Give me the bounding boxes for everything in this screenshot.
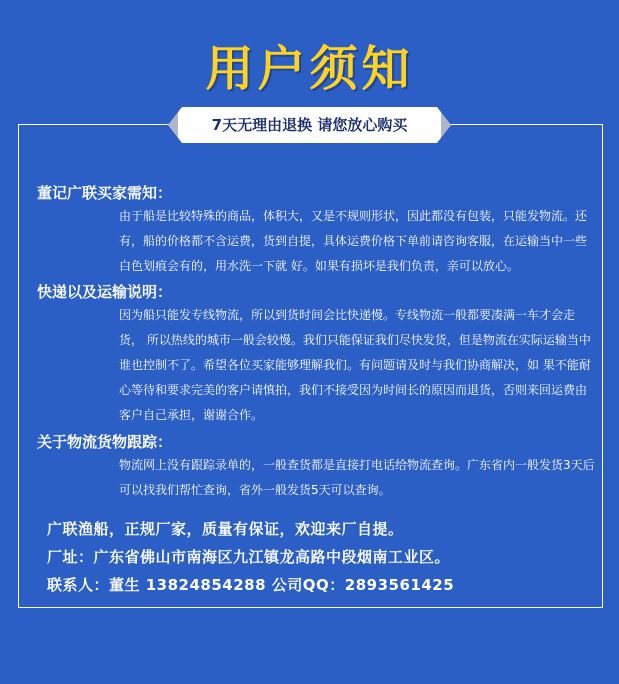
section-heading: 快递以及运输说明： (37, 283, 173, 301)
section-shipping (37, 281, 597, 428)
section-body: 因为船只能发专线物流，所以到货时间会比快递慢。专线物流一般都要凑满一车才会走货， 所以热线的城市一般会较慢。我们只能保证我们尽快发货，但是物流在实际运输当中谁也控制不了。希望各位买家能够理解我们。有问题请及时与我们协商解决，如 果不能耐心等待和要求完美的客户请慎拍，我们不接受因为时间长的原因而退货，否则来回运费由客户自己承担，谢谢合作。 (119, 308, 591, 422)
footer-address: 厂址：广东省佛山市南海区九江镇龙高路中段烟南工业区。 (47, 548, 451, 566)
section-body: 物流网上没有跟踪录单的，一般查货都是直接打电话给物流查询。广东省内一般发货3天后可以找我们帮忙查询，省外一般发货5天可以查询。 (119, 458, 595, 497)
section-heading: 董记广联买家需知： (37, 184, 173, 202)
footer-slogan: 广联渔船，正规厂家，质量有保证，欢迎来厂自提。 (47, 520, 404, 538)
ribbon-text: 7天无理由退换 请您放心购买 (211, 116, 408, 134)
page-title: 用户须知 (205, 41, 414, 97)
ribbon-banner (168, 107, 451, 143)
section-heading: 关于物流货物跟踪： (37, 433, 173, 451)
footer-contact: 联系人：董生 13824854288 公司QQ：2893561425 (47, 576, 455, 594)
footer-info (47, 515, 607, 599)
section-tracking (37, 431, 597, 503)
section-body: 由于船是比较特殊的商品，体积大，又是不规则形状，因此都没有包装，只能发物流。还有，船的价格都不含运费，货到自提，具体运费价格下单前请咨询客服，在运输当中一些白色划痕会有的，用水洗一下就 好。如果有损坏是我们负责，亲可以放心。 (119, 209, 588, 273)
section-buyer-notice (37, 182, 597, 279)
